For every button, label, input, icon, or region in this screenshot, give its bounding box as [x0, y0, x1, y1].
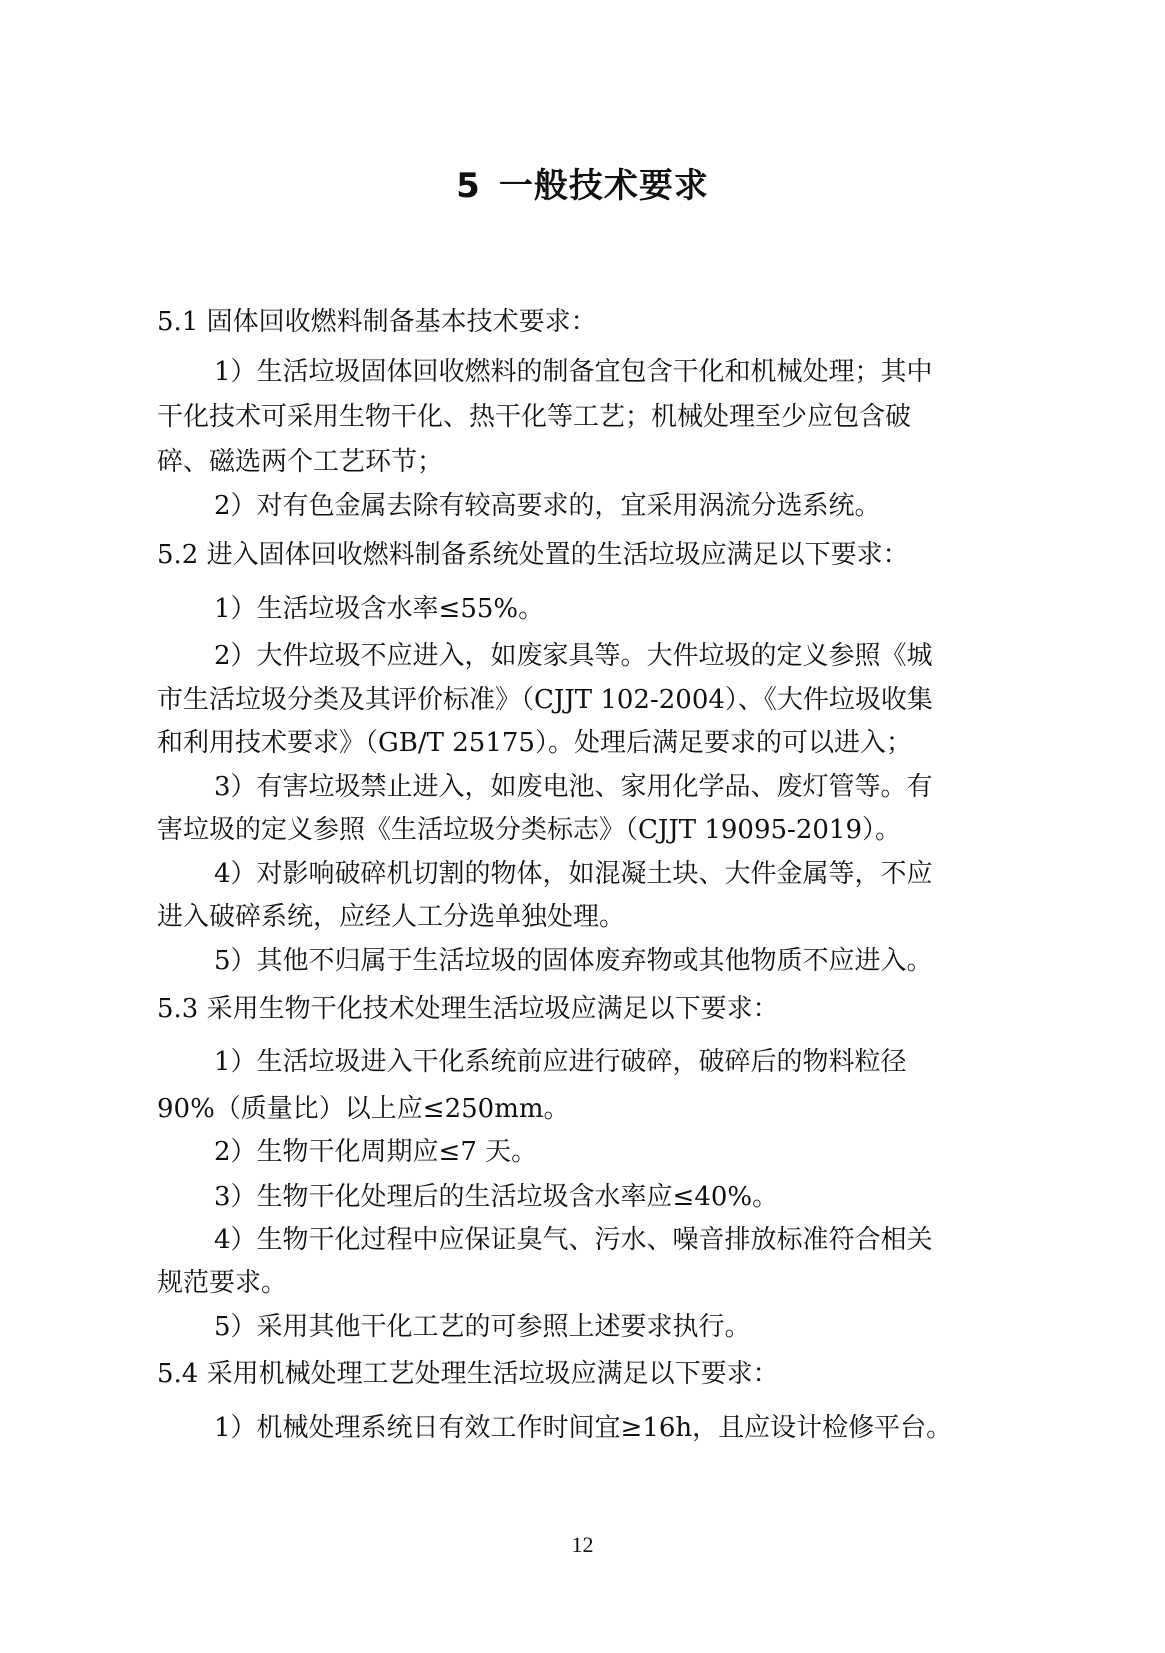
clause-continuation: 90%（质量比）以上应≤250mm。: [157, 1094, 570, 1124]
clause-continuation: 害垃圾的定义参照《生活垃圾分类标志》（CJJT 19095-2019）。: [157, 815, 902, 845]
clause-item: 5）采用其他干化工艺的可参照上述要求执行。: [214, 1312, 751, 1342]
page-number: 12: [571, 1532, 594, 1557]
clause-item: 5）其他不归属于生活垃圾的固体废弃物或其他物质不应进入。: [214, 946, 933, 976]
clause-item: 1）机械处理系统日有效工作时间宜≥16h，且应设计检修平台。: [214, 1413, 953, 1443]
clause-item: 2）生物干化周期应≤7 天。: [214, 1137, 538, 1167]
clause-heading-5-2: 5.2 进入固体回收燃料制备系统处置的生活垃圾应满足以下要求：: [157, 540, 909, 570]
clause-item: 4）对影响破碎机切割的物体，如混凝土块、大件金属等，不应: [214, 859, 933, 889]
clause-continuation: 碎、磁选两个工艺环节；: [157, 447, 444, 477]
section-number: 5: [456, 166, 481, 206]
clause-item: 2）大件垃圾不应进入，如废家具等。大件垃圾的定义参照《城: [214, 641, 933, 671]
clause-item: 1）生活垃圾固体回收燃料的制备宜包含干化和机械处理；其中: [214, 357, 933, 387]
section-title: [0, 158, 1165, 207]
clause-item: 4）生物干化过程中应保证臭气、污水、噪音排放标准符合相关: [214, 1225, 933, 1255]
clause-heading-5-4: 5.4 采用机械处理工艺处理生活垃圾应满足以下要求：: [157, 1359, 779, 1389]
clause-continuation: 进入破碎系统，应经人工分选单独处理。: [157, 902, 626, 932]
clause-item: 1）生活垃圾含水率≤55%。: [214, 594, 545, 624]
clause-continuation: 干化技术可采用生物干化、热干化等工艺；机械处理至少应包含破: [157, 402, 912, 432]
clause-continuation: 市生活垃圾分类及其评价标准》（CJJT 102-2004）、《大件垃圾收集: [157, 685, 933, 715]
clause-heading-5-1: 5.1 固体回收燃料制备基本技术要求：: [157, 307, 597, 337]
clause-continuation: 规范要求。: [157, 1268, 288, 1298]
clause-continuation: 和利用技术要求》（GB/T 25175）。处理后满足要求的可以进入；: [157, 728, 912, 758]
clause-heading-5-3: 5.3 采用生物干化技术处理生活垃圾应满足以下要求：: [157, 994, 779, 1024]
clause-item: 2）对有色金属去除有较高要求的，宜采用涡流分选系统。: [214, 491, 881, 521]
clause-item: 3）有害垃圾禁止进入，如废电池、家用化学品、废灯管等。有: [214, 772, 933, 802]
section-heading: 一般技术要求: [498, 166, 709, 206]
clause-item: 1）生活垃圾进入干化系统前应进行破碎，破碎后的物料粒径: [214, 1047, 907, 1077]
clause-item: 3）生物干化处理后的生活垃圾含水率应≤40%。: [214, 1182, 779, 1212]
